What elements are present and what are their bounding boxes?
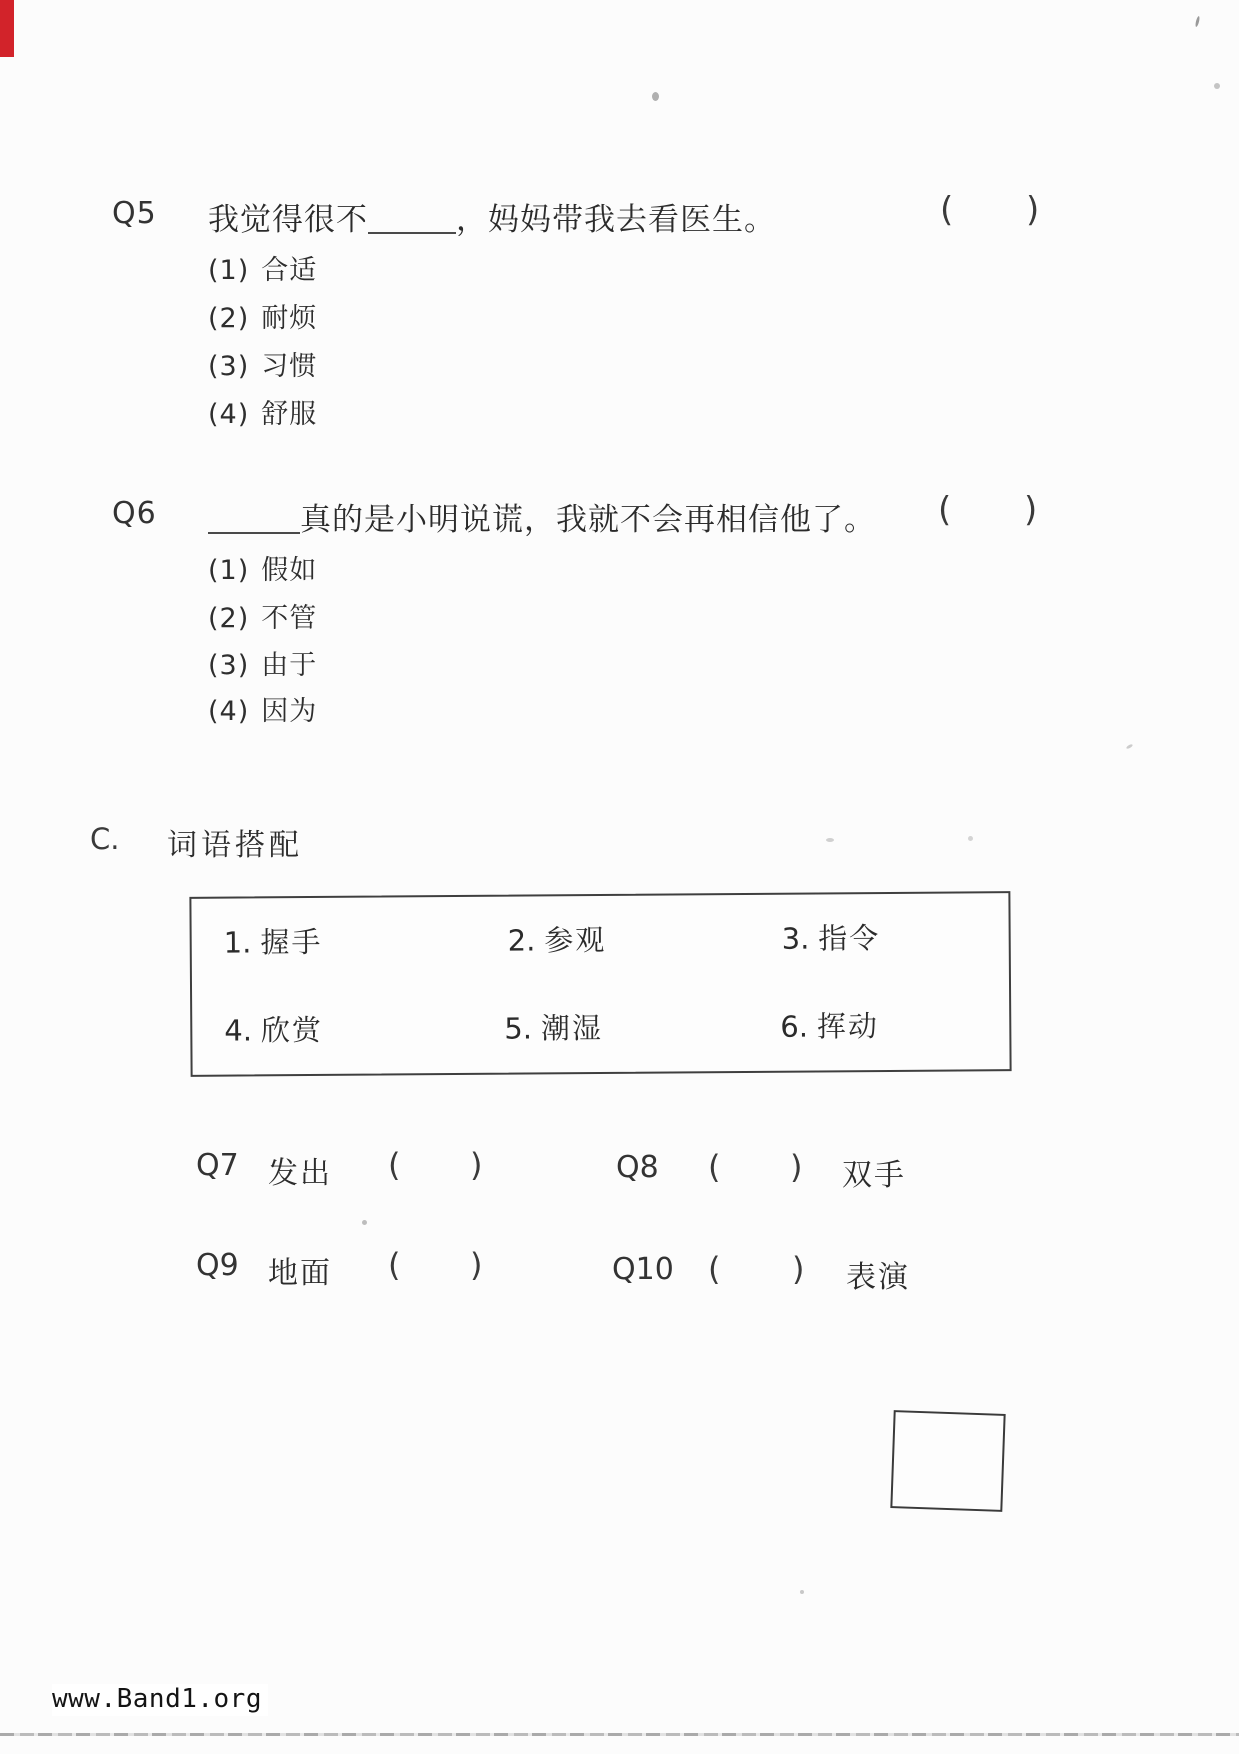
matching-paren-close-q8: ) xyxy=(790,1148,803,1186)
word-bank-word: 潮湿 xyxy=(540,1010,604,1046)
word-bank-word: 参观 xyxy=(544,922,607,958)
option-row xyxy=(208,296,317,335)
red-scan-strip xyxy=(0,0,14,57)
bottom-scan-line xyxy=(0,1733,1239,1736)
word-bank-item xyxy=(780,1004,879,1046)
matching-question-label-q7: Q7 xyxy=(196,1148,239,1183)
section-label: C. xyxy=(90,822,120,856)
word-bank-word: 挥动 xyxy=(816,1009,880,1044)
answer-paren-open-q5: ( xyxy=(940,190,954,230)
word-bank-number: 3. xyxy=(781,921,810,956)
question-label-q6: Q6 xyxy=(112,496,157,531)
word-bank-item xyxy=(504,1006,603,1048)
matching-word-q9: 地面 xyxy=(268,1256,332,1291)
matching-paren-close-q10: ) xyxy=(792,1250,805,1288)
option-number: (4) xyxy=(208,399,250,430)
word-bank-number: 1. xyxy=(223,925,252,960)
option-text: 习惯 xyxy=(261,351,318,382)
option-row xyxy=(208,643,317,682)
option-text: 假如 xyxy=(261,555,318,586)
word-bank-word: 欣赏 xyxy=(260,1012,324,1048)
matching-word-q7: 发出 xyxy=(268,1156,332,1191)
matching-paren-open-q9: ( xyxy=(388,1246,401,1284)
scan-speck xyxy=(826,838,834,842)
scan-speck xyxy=(1195,16,1201,27)
option-row xyxy=(208,392,317,431)
answer-blank xyxy=(368,202,456,234)
matching-question-label-q8: Q8 xyxy=(616,1150,659,1185)
option-number: (3) xyxy=(208,650,250,681)
word-bank-box xyxy=(189,891,1011,1077)
matching-paren-open-q10: ( xyxy=(708,1250,721,1288)
scan-speck xyxy=(652,92,659,101)
word-bank-word: 握手 xyxy=(260,924,323,960)
matching-paren-close-q7: ) xyxy=(470,1146,483,1184)
answer-paren-close-q6: ) xyxy=(1024,490,1038,530)
sentence-text-before: 我觉得很不 xyxy=(208,202,368,238)
option-number: (2) xyxy=(208,303,250,334)
option-text: 不管 xyxy=(261,603,318,634)
word-bank-item xyxy=(782,916,881,958)
word-bank-item xyxy=(508,918,607,960)
option-number: (2) xyxy=(208,603,250,634)
answer-box xyxy=(890,1410,1005,1512)
option-text: 由于 xyxy=(261,650,318,681)
option-row xyxy=(208,596,317,635)
word-bank-word: 指令 xyxy=(818,921,881,956)
question-sentence-q6 xyxy=(208,494,876,539)
option-text: 因为 xyxy=(261,696,318,727)
scan-speck xyxy=(1214,83,1220,89)
scan-speck xyxy=(968,836,973,841)
answer-blank xyxy=(208,502,300,534)
answer-paren-close-q5: ) xyxy=(1026,190,1040,230)
sentence-text-after: 真的是小明说谎，我就不会再相信他了。 xyxy=(300,502,876,538)
matching-paren-open-q8: ( xyxy=(708,1148,721,1186)
option-row xyxy=(208,344,317,383)
answer-paren-open-q6: ( xyxy=(938,490,952,530)
option-number: (4) xyxy=(208,696,250,727)
word-bank-item xyxy=(224,920,323,962)
question-sentence-q5 xyxy=(208,194,776,239)
matching-word-q8: 双手 xyxy=(842,1158,906,1193)
word-bank-number: 2. xyxy=(507,923,536,958)
option-row xyxy=(208,548,317,587)
matching-word-q10: 表演 xyxy=(846,1260,910,1295)
option-row xyxy=(208,248,317,287)
section-title: 词语搭配 xyxy=(167,828,303,863)
footer-site-url: www.Band1.org xyxy=(52,1684,268,1716)
option-text: 舒服 xyxy=(261,399,318,430)
scan-speck xyxy=(1126,743,1134,749)
word-bank-number: 6. xyxy=(780,1009,809,1044)
question-label-q5: Q5 xyxy=(112,196,157,231)
scan-speck xyxy=(800,1590,804,1594)
option-number: (3) xyxy=(208,351,250,382)
scan-speck xyxy=(362,1220,367,1225)
word-bank-item xyxy=(224,1008,323,1050)
word-bank-number: 5. xyxy=(504,1011,533,1046)
matching-paren-open-q7: ( xyxy=(388,1146,401,1184)
sentence-text-after: ，妈妈带我去看医生。 xyxy=(456,202,776,238)
option-text: 耐烦 xyxy=(261,303,318,334)
matching-question-label-q9: Q9 xyxy=(196,1248,239,1283)
option-row xyxy=(208,689,317,728)
option-number: (1) xyxy=(208,555,250,586)
matching-paren-close-q9: ) xyxy=(470,1246,483,1284)
option-text: 合适 xyxy=(261,255,318,286)
option-number: (1) xyxy=(208,255,250,286)
word-bank-number: 4. xyxy=(224,1013,253,1048)
matching-question-label-q10: Q10 xyxy=(612,1252,674,1287)
